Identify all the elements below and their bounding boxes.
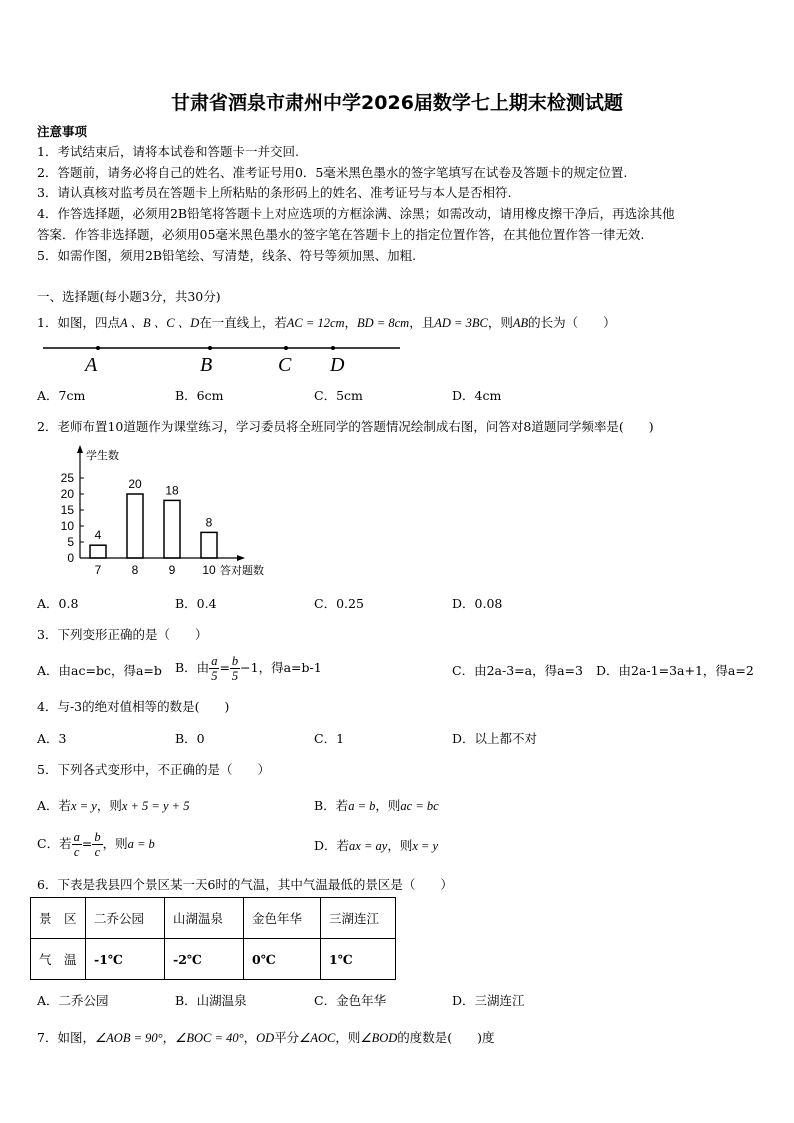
x-axis-label: 答对题数 (220, 564, 264, 577)
q5-option-a: A．若x = y，则x + 5 = y + 5 (37, 798, 190, 813)
q1-option-b: B．6cm (175, 388, 224, 403)
question-7-stem: 7．如图，∠AOB = 90°，∠BOC = 40°，OD平分∠AOC，则∠BOD的度数是( )度 (37, 1030, 495, 1045)
question-4-stem: 4．与-3的绝对值相等的数是( ) (37, 699, 230, 714)
table-cell: 1℃ (321, 939, 396, 980)
y-tick-label: 15 (60, 503, 74, 517)
q5-option-d: D．若ax = ay，则x = y (314, 838, 439, 853)
table-cell: 景 区 (31, 898, 86, 939)
table-header-row (31, 898, 396, 939)
note-item: 4．作答选择题，必须用2B铅笔将答题卡上对应选项的方框涂满、涂黑；如需改动，请用橡皮擦干净后，再选涂其他 (37, 206, 675, 221)
x-tick-label: 10 (202, 563, 216, 577)
y-tick-label: 0 (67, 551, 74, 565)
y-tick-label: 10 (60, 519, 74, 533)
exam-title: 甘肃省酒泉市肃州中学2026届数学七上期末检测试题 (171, 92, 623, 114)
bar (201, 532, 217, 558)
bar-value-label: 18 (165, 483, 179, 498)
q2-option-a: A．0.8 (37, 596, 79, 611)
bar (90, 545, 106, 558)
q6-option-c: C．金色年华 (314, 993, 387, 1008)
question-3-stem: 3．下列变形正确的是（ ） (37, 627, 208, 642)
q3-option-a: A．由ac=bc，得a=b (37, 663, 162, 678)
x-tick-label: 8 (131, 563, 139, 577)
table-row (31, 939, 396, 980)
q2-bar-chart (40, 445, 280, 580)
q2-option-c: C．0.25 (314, 596, 364, 611)
q3-option-c: C．由2a-3=a，得a=3 (452, 663, 583, 678)
point-label-b: B (200, 354, 213, 376)
question-5-stem: 5．下列各式变形中，不正确的是（ ） (37, 762, 270, 777)
note-item: 2．答题前，请务必将自己的姓名、准考证号用0．5毫米黑色墨水的签字笔填写在试卷及答题卡的规定位置. (37, 165, 628, 180)
table-cell: 气 温 (31, 939, 86, 980)
bar-value-label: 8 (205, 515, 213, 530)
q3-option-d: D．由2a-1=3a+1，得a=2 (596, 663, 754, 678)
note-item: 5．如需作图，须用2B铅笔绘、写清楚，线条、符号等须加黑、加粗. (37, 248, 417, 263)
q4-option-c: C．1 (314, 731, 345, 746)
x-axis-arrow (237, 555, 245, 561)
q4-option-a: A．3 (37, 731, 67, 746)
point-label-c: C (278, 354, 292, 376)
note-item: 1．考试结束后，请将本试卷和答题卡一并交回. (37, 144, 299, 159)
bar-value-label: 4 (94, 528, 102, 543)
q1-option-c: C．5cm (314, 388, 363, 403)
table-cell: -2℃ (165, 939, 244, 980)
notes-heading: 注意事项 (37, 124, 88, 139)
q5-option-c: C．若 $\frac{a}{c}$ = $\frac{b}{c}$ ，则a = b (37, 830, 155, 859)
table-cell: -1℃ (86, 939, 165, 980)
q6-option-d: D．三湖连江 (452, 993, 525, 1008)
q6-option-a: A．二乔公园 (37, 993, 109, 1008)
question-6-stem: 6．下表是我县四个景区某一天6时的气温，其中气温最低的景区是（ ） (37, 877, 453, 892)
x-tick-label: 9 (168, 563, 176, 577)
y-tick-label: 5 (67, 535, 74, 549)
y-tick-label: 25 (60, 471, 74, 485)
question-2-stem: 2．老师布置10道题作为课堂练习，学习委员将全班同学的答题情况绘制成右图，问答对8道题同学频率是( ) (37, 419, 654, 434)
table-cell: 三湖连江 (321, 898, 396, 939)
table-cell: 山湖温泉 (165, 898, 244, 939)
bar (127, 494, 143, 558)
point-label-a: A (85, 354, 98, 376)
y-tick-label: 20 (60, 487, 74, 501)
q6-option-b: B．山湖温泉 (175, 993, 247, 1008)
y-axis-arrow (77, 445, 83, 453)
x-tick-label: 7 (94, 563, 102, 577)
q1-option-a: A．7cm (37, 388, 86, 403)
note-item: 答案．作答非选择题，必须用05毫米黑色墨水的签字笔在答题卡上的指定位置作答，在其他位置作答一律无效. (37, 227, 645, 242)
q1-option-d: D．4cm (452, 388, 502, 403)
q3-option-b: B．由 $\frac{a}{5}$ = $\frac{b}{5}$ −1，得a=b-1 (175, 654, 322, 683)
q4-option-d: D．以上都不对 (452, 731, 538, 746)
table-cell: 0℃ (244, 939, 321, 980)
q2-option-b: B．0.4 (175, 596, 217, 611)
section-heading: 一、选择题(每小题3分，共30分) (37, 289, 221, 304)
q1-line-figure (38, 338, 408, 378)
table-cell: 二乔公园 (86, 898, 165, 939)
y-axis-label: 学生数 (86, 449, 119, 462)
q2-option-d: D．0.08 (452, 596, 503, 611)
bar (164, 500, 180, 558)
question-1-stem: 1．如图，四点A 、B 、C 、D在一直线上，若AC = 12cm，BD = 8cm，且AD = 3BC，则AB的长为（ ） (37, 315, 616, 330)
q6-temperature-table (30, 897, 396, 980)
point-label-d: D (330, 354, 345, 376)
table-cell: 金色年华 (244, 898, 321, 939)
q5-option-b: B．若a = b，则ac = bc (314, 798, 439, 813)
bar-value-label: 20 (128, 477, 142, 491)
q4-option-b: B．0 (175, 731, 205, 746)
note-item: 3．请认真核对监考员在答题卡上所粘贴的条形码上的姓名、准考证号与本人是否相符. (37, 185, 512, 200)
